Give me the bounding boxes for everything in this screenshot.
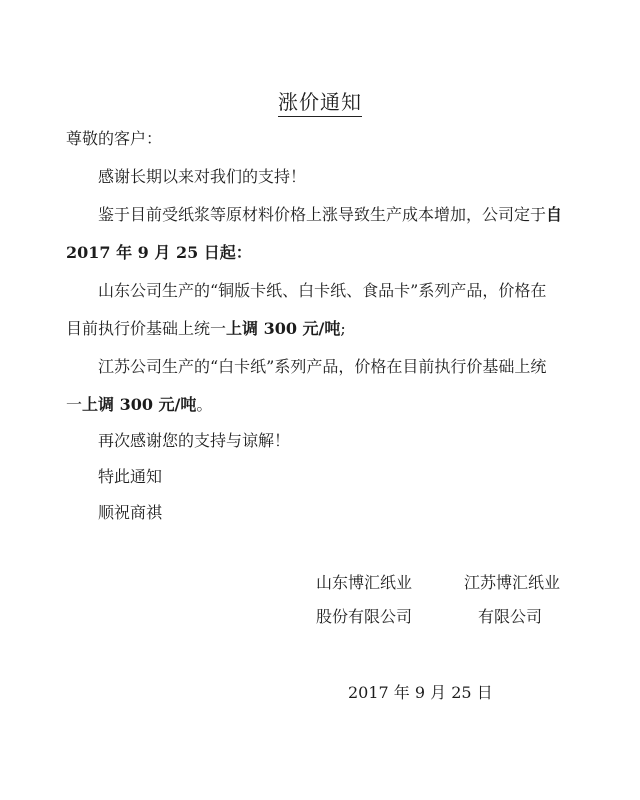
paragraph-2-line-1: 山东公司生产的“铜版卡纸、白卡纸、食品卡”系列产品，价格在: [98, 281, 547, 300]
special-notice-line: 特此通知: [98, 467, 163, 486]
paragraph-3-line-1: 江苏公司生产的“白卡纸”系列产品，价格在目前执行价基础上统: [98, 357, 547, 376]
notice-title-text: 涨价通知: [278, 90, 362, 117]
paragraph-1-bold-start: 自: [546, 205, 563, 224]
paragraph-3-text: 一: [66, 395, 83, 414]
paragraph-3-end: 。: [196, 395, 213, 414]
jiangsu-price-increase: 上调 300 元/吨: [82, 395, 197, 414]
paragraph-2-end: ;: [340, 319, 346, 338]
paragraph-1-line-1: [98, 202, 562, 225]
notice-title: [0, 86, 640, 115]
company-2-name-line-2: 有限公司: [478, 607, 543, 626]
thanks-line: 感谢长期以来对我们的支持！: [98, 167, 307, 186]
company-1-name-line-2: 股份有限公司: [316, 607, 413, 626]
paragraph-1-line-2: [66, 240, 252, 263]
company-1-name-line-1: 山东博汇纸业: [316, 573, 413, 592]
shandong-price-increase: 上调 300 元/吨: [226, 319, 341, 338]
paragraph-1-text: 鉴于目前受纸浆等原材料价格上涨导致生产成本增加，公司定于: [98, 205, 547, 224]
company-2-name-line-1: 江苏博汇纸业: [464, 573, 561, 592]
paragraph-2-text: 目前执行价基础上统一: [66, 319, 227, 338]
thanks-again-line: 再次感谢您的支持与谅解！: [98, 431, 291, 450]
closing-line: 顺祝商祺: [98, 503, 163, 522]
paragraph-2-line-2: [66, 316, 346, 339]
salutation: 尊敬的客户：: [66, 129, 163, 148]
paragraph-3-line-2: [66, 392, 212, 415]
signature-date: 2017 年 9 月 25 日: [348, 683, 493, 702]
effective-date: 2017 年 9 月 25 日起：: [66, 243, 252, 262]
